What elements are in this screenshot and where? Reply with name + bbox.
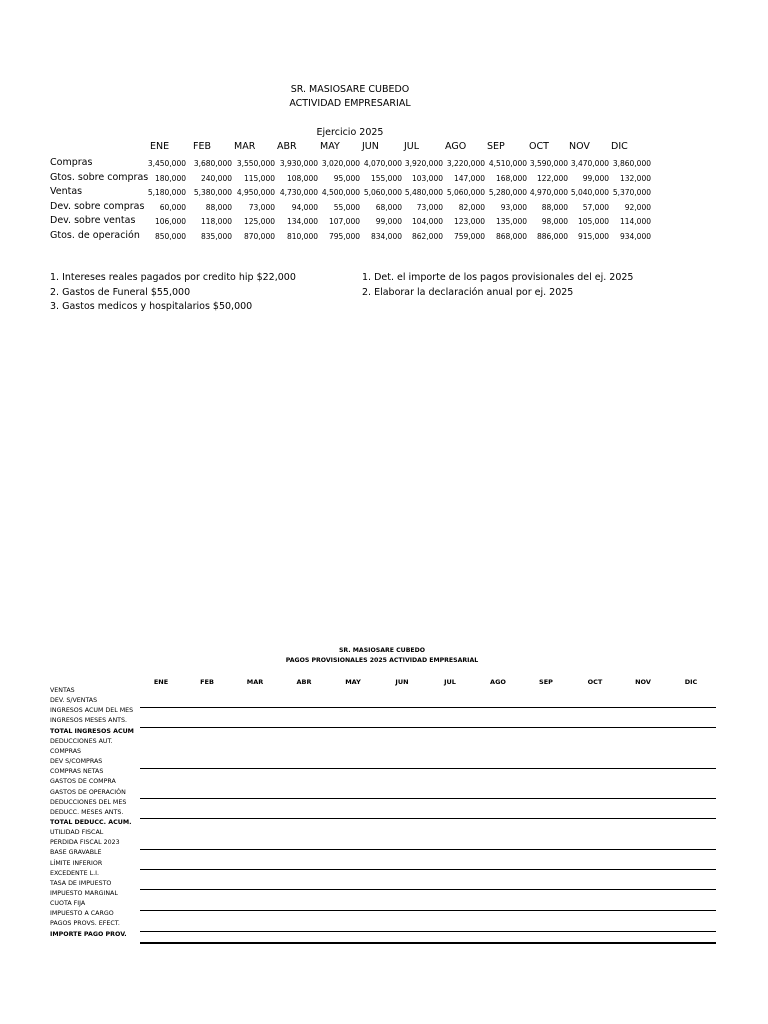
table-cell: 114,000	[619, 217, 651, 226]
task-item: 1. Det. el importe de los pagos provisionales del ej. 2025	[362, 272, 634, 283]
worksheet-rule	[140, 910, 716, 911]
worksheet-month-header: SEP	[539, 678, 553, 686]
table-cell: 99,000	[582, 174, 609, 183]
table-cell: 5,480,000	[404, 188, 443, 197]
month-header: DIC	[611, 141, 628, 152]
table-cell: 95,000	[333, 174, 360, 183]
table-cell: 870,000	[243, 232, 275, 241]
row-label: Gtos. sobre compras	[50, 172, 149, 183]
table-cell: 795,000	[328, 232, 360, 241]
table-cell: 4,730,000	[279, 188, 318, 197]
table-cell: 88,000	[541, 203, 568, 212]
worksheet-rule	[140, 931, 716, 932]
worksheet-row-label: TOTAL INGRESOS ACUM	[50, 727, 134, 735]
table-cell: 92,000	[624, 203, 651, 212]
month-header: ENE	[150, 141, 170, 152]
table-cell: 108,000	[286, 174, 318, 183]
table-cell: 68,000	[375, 203, 402, 212]
worksheet-row-label: TOTAL DEDUCC. ACUM.	[50, 818, 132, 826]
table-cell: 5,040,000	[570, 188, 609, 197]
worksheet-month-header: FEB	[200, 678, 214, 686]
worksheet-rule	[140, 727, 716, 728]
table-cell: 132,000	[619, 174, 651, 183]
table-cell: 4,070,000	[363, 159, 402, 168]
worksheet-row-label: COMPRAS	[50, 747, 82, 755]
month-header: JUL	[404, 141, 420, 152]
table-cell: 107,000	[328, 217, 360, 226]
table-cell: 73,000	[248, 203, 275, 212]
worksheet-row-label: DEV S/COMPRAS	[50, 758, 103, 766]
worksheet-row-label: DEDUCCIONES AUT.	[50, 737, 113, 745]
table-cell: 106,000	[154, 217, 186, 226]
table-cell: 180,000	[154, 174, 186, 183]
table-cell: 3,020,000	[321, 159, 360, 168]
worksheet-rule	[140, 768, 716, 769]
table-cell: 57,000	[582, 203, 609, 212]
table-cell: 868,000	[495, 232, 527, 241]
table-cell: 4,970,000	[529, 188, 568, 197]
table-cell: 3,590,000	[529, 159, 568, 168]
table-cell: 4,950,000	[236, 188, 275, 197]
worksheet-row-label: CUOTA FIJA	[50, 900, 86, 908]
worksheet-rule	[140, 818, 716, 819]
worksheet-row-label: BASE GRAVABLE	[50, 849, 102, 857]
month-header: ABR	[277, 141, 297, 152]
worksheet-month-header: JUL	[444, 678, 456, 686]
table-cell: 759,000	[453, 232, 485, 241]
table-cell: 915,000	[577, 232, 609, 241]
table-cell: 135,000	[495, 217, 527, 226]
row-label: Ventas	[50, 186, 83, 197]
worksheet-row-label: COMPRAS NETAS	[50, 768, 104, 776]
table-cell: 88,000	[205, 203, 232, 212]
table-cell: 55,000	[333, 203, 360, 212]
month-header: SEP	[487, 141, 505, 152]
table-cell: 240,000	[200, 174, 232, 183]
month-header: MAR	[234, 141, 256, 152]
table-cell: 4,510,000	[488, 159, 527, 168]
table-cell: 3,450,000	[147, 159, 186, 168]
worksheet-row-label: DEV. S/VENTAS	[50, 697, 98, 705]
table-cell: 3,680,000	[193, 159, 232, 168]
worksheet-row-label: GASTOS DE OPERACIÓN	[50, 788, 126, 796]
table-cell: 810,000	[286, 232, 318, 241]
table-cell: 94,000	[291, 203, 318, 212]
month-header: MAY	[320, 141, 340, 152]
table-cell: 93,000	[500, 203, 527, 212]
worksheet-rule	[140, 849, 716, 850]
table-cell: 103,000	[411, 174, 443, 183]
worksheet-month-header: MAY	[345, 678, 361, 686]
table-cell: 104,000	[411, 217, 443, 226]
row-label: Gtos. de operación	[50, 230, 140, 241]
month-header: OCT	[529, 141, 549, 152]
worksheet-row-label: IMPORTE PAGO PROV.	[50, 930, 127, 938]
table-cell: 5,280,000	[488, 188, 527, 197]
worksheet-row-label: UTILIDAD FISCAL	[50, 829, 104, 837]
table-cell: 118,000	[200, 217, 232, 226]
worksheet-row-label: PERDIDA FISCAL 2023	[50, 839, 120, 847]
task-item: 2. Elaborar la declaración anual por ej. 2025	[362, 286, 574, 298]
worksheet-row-label: EXCEDENTE L.I.	[50, 869, 99, 877]
table-cell: 835,000	[200, 232, 232, 241]
table-cell: 99,000	[375, 217, 402, 226]
worksheet-row-label: INGRESOS MESES ANTS.	[50, 717, 128, 725]
table-cell: 82,000	[458, 203, 485, 212]
worksheet-row-label: PAGOS PROVS. EFECT.	[50, 920, 120, 928]
worksheet-row-label: TASA DE IMPUESTO	[50, 879, 112, 887]
table-cell: 934,000	[619, 232, 651, 241]
table-cell: 5,370,000	[612, 188, 651, 197]
table-cell: 5,060,000	[363, 188, 402, 197]
table-cell: 3,920,000	[404, 159, 443, 168]
worksheet-rule	[140, 798, 716, 799]
table-cell: 122,000	[536, 174, 568, 183]
worksheet-month-header: OCT	[587, 678, 603, 686]
table-cell: 147,000	[453, 174, 485, 183]
row-label: Dev. sobre ventas	[50, 215, 136, 226]
table-cell: 155,000	[370, 174, 402, 183]
table-cell: 4,500,000	[321, 188, 360, 197]
table-cell: 98,000	[541, 217, 568, 226]
table-cell: 3,550,000	[236, 159, 275, 168]
table-cell: 3,930,000	[279, 159, 318, 168]
worksheet-month-header: NOV	[635, 678, 651, 686]
month-header: NOV	[569, 141, 590, 152]
table-cell: 862,000	[411, 232, 443, 241]
table-cell: 73,000	[416, 203, 443, 212]
worksheet-month-header: JUN	[395, 678, 409, 686]
worksheet-rule	[140, 869, 716, 870]
month-header: FEB	[193, 141, 211, 152]
worksheet-month-header: MAR	[246, 678, 264, 686]
table-cell: 850,000	[154, 232, 186, 241]
table-cell: 5,180,000	[147, 188, 186, 197]
worksheet-row-label: VENTAS	[50, 687, 75, 694]
month-header: JUN	[362, 141, 379, 152]
row-label: Dev. sobre compras	[50, 201, 145, 212]
note-item: 1. Intereses reales pagados por credito hip $22,000	[50, 272, 296, 283]
table-cell: 834,000	[370, 232, 402, 241]
table-cell: 5,380,000	[193, 188, 232, 197]
worksheet-row-label: IMPUESTO MARGINAL	[50, 890, 118, 897]
worksheet-rule	[140, 942, 716, 944]
document-subtitle: ACTIVIDAD EMPRESARIAL	[289, 98, 411, 109]
worksheet-subtitle: PAGOS PROVISIONALES 2025 ACTIVIDAD EMPRESARIAL	[285, 657, 479, 664]
table-cell: 3,860,000	[612, 159, 651, 168]
document-title: SR. MASIOSARE CUBEDO	[290, 84, 410, 95]
exercise-year: Ejercicio 2025	[316, 127, 384, 138]
worksheet-row-label: DEDUCC. MESES ANTS.	[50, 808, 124, 816]
worksheet-row-label: INGRESOS ACUM DEL MES	[50, 707, 134, 715]
table-cell: 115,000	[243, 174, 275, 183]
table-cell: 123,000	[453, 217, 485, 226]
worksheet-month-header: ENE	[153, 678, 169, 686]
worksheet-row-label: DEDUCCIONES DEL MES	[50, 798, 127, 806]
row-label: Compras	[50, 157, 93, 168]
table-cell: 5,060,000	[446, 188, 485, 197]
worksheet-row-label: LÍMITE INFERIOR	[50, 859, 103, 867]
note-item: 2. Gastos de Funeral $55,000	[50, 286, 191, 298]
table-cell: 886,000	[536, 232, 568, 241]
worksheet-row-label: IMPUESTO A CARGO	[50, 910, 114, 918]
worksheet-month-header: ABR	[296, 678, 312, 686]
worksheet-title: SR. MASIOSARE CUBEDO	[338, 647, 426, 654]
table-cell: 125,000	[243, 217, 275, 226]
month-header: AGO	[445, 141, 467, 152]
table-cell: 60,000	[159, 203, 186, 212]
table-cell: 134,000	[286, 217, 318, 226]
table-cell: 3,220,000	[446, 159, 485, 168]
worksheet-rule	[140, 707, 716, 708]
table-cell: 3,470,000	[570, 159, 609, 168]
table-cell: 168,000	[495, 174, 527, 183]
worksheet-rule	[140, 889, 716, 890]
table-cell: 105,000	[577, 217, 609, 226]
worksheet-row-label: GASTOS DE COMPRA	[50, 778, 116, 786]
note-item: 3. Gastos medicos y hospitalarios $50,000	[50, 301, 253, 312]
worksheet-month-header: DIC	[684, 678, 698, 686]
worksheet-month-header: AGO	[490, 678, 506, 686]
